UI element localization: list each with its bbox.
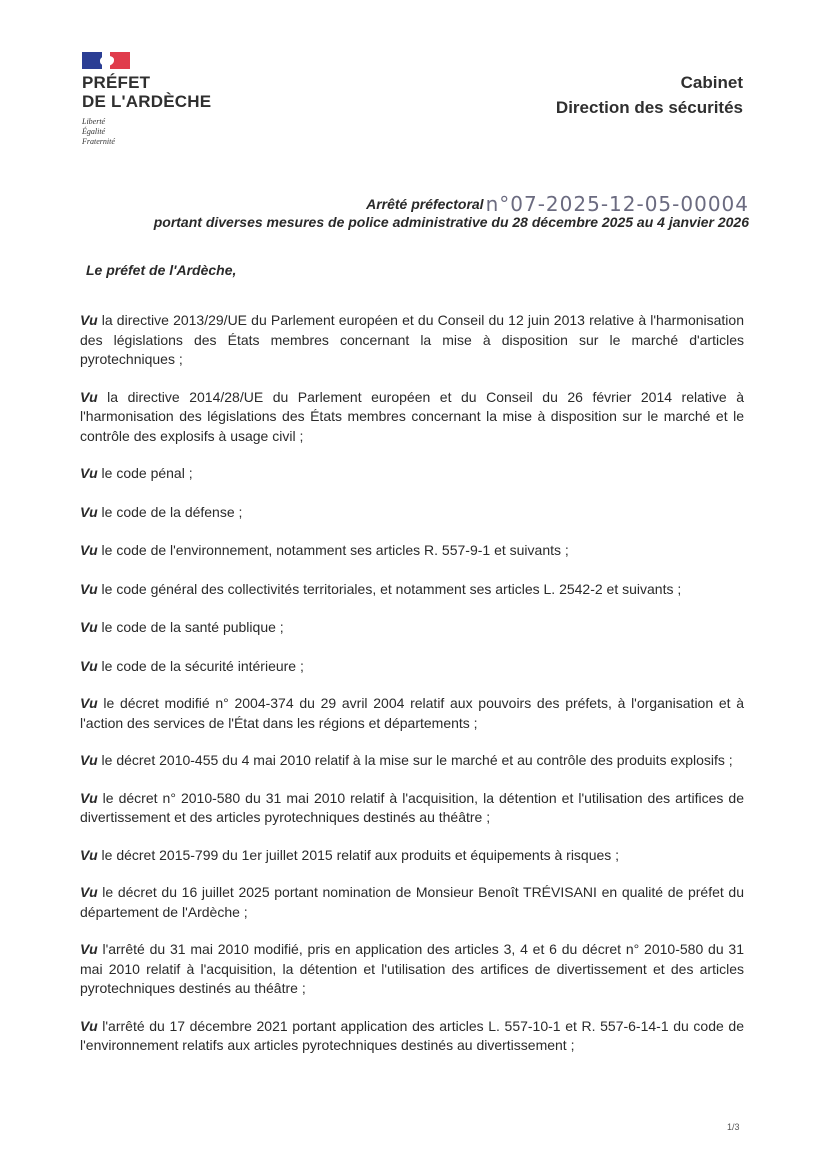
consideration-item: Vu le code de la sécurité intérieure ; <box>80 657 304 674</box>
motto-liberte: Liberté <box>82 117 106 126</box>
consideration-item: Vu l'arrêté du 17 décembre 2021 portant application des articles L. 557-10-1 et R. 557-6-14-1 du code de l'environnement relatifs aux articles pyrotechniques destinés au divertissement ; <box>80 1017 744 1053</box>
consideration-item: Vu le décret 2015-799 du 1er juillet 2015 relatif aux produits et équipements à risques ; <box>80 846 620 863</box>
motto-fraternite: Fraternité <box>82 137 115 146</box>
title-label: Arrêté préfectoral <box>366 196 484 212</box>
marianne-flag-icon <box>82 52 130 69</box>
title-subtitle: portant diverses mesures de police administrative du 28 décembre 2025 au 4 janvier 2026 <box>153 214 749 230</box>
prefect-line: Le préfet de l'Ardèche, <box>86 262 237 278</box>
prefecture-logo <box>82 52 211 147</box>
consideration-item: Vu la directive 2013/29/UE du Parlement européen et du Conseil du 12 juin 2013 relative à l'harmonisation des législations des États membres concernant la mise à disposition sur le marché d'articles pyrotechniques ; <box>80 312 744 367</box>
consideration-item: Vu le code général des collectivités territoriales, et notamment ses articles L. 2542-2 et suivants ; <box>80 580 682 597</box>
consideration-item: Vu le décret du 16 juillet 2025 portant nomination de Monsieur Benoît TRÉVISANI en qualité de préfet du département de l'Ardèche ; <box>80 884 744 920</box>
consideration-item: Vu l'arrêté du 31 mai 2010 modifié, pris en application des articles 3, 4 et 6 du décret n° 2010-580 du 31 mai 2010 relatif à l'acquisition, la détention et l'utilisation des artifices de divertissement et des articles pyrotechniques destinés au théâtre ; <box>80 941 744 996</box>
considerations-list <box>80 311 744 1056</box>
motto-egalite: Égalité <box>82 127 106 136</box>
consideration-item: Vu le code de la défense ; <box>80 503 243 520</box>
republic-motto <box>82 117 211 147</box>
consideration-item: Vu le décret 2010-455 du 4 mai 2010 relatif à la mise sur le marché et au contrôle des produits explosifs ; <box>80 752 733 768</box>
consideration-item: Vu le décret n° 2010-580 du 31 mai 2010 relatif à l'acquisition, la détention et l'utilisation des artifices de divertissement et des articles pyrotechniques destinés au théâtre ; <box>80 789 744 825</box>
consideration-item: Vu le code pénal ; <box>80 465 193 481</box>
service-cabinet: Cabinet <box>680 73 743 92</box>
consideration-item: Vu la directive 2014/28/UE du Parlement européen et du Conseil du 26 février 2014 relative à l'harmonisation des législations des États membres concernant la mise à disposition sur le marché et le contrôle des explosifs à usage civil ; <box>80 388 744 444</box>
consideration-item: Vu le code de la santé publique ; <box>80 619 284 635</box>
logo-title-line2: DE L'ARDÈCHE <box>82 92 212 111</box>
handwritten-decree-number: n°07-2025-12-05-00004 <box>485 192 749 216</box>
logo-title-line1: PRÉFET <box>82 73 151 92</box>
page-number: 1/3 <box>727 1122 740 1132</box>
issuing-service <box>556 70 743 120</box>
consideration-item: Vu le code de l'environnement, notamment ses articles R. 557-9-1 et suivants ; <box>80 542 569 558</box>
consideration-item: Vu le décret modifié n° 2004-374 du 29 avril 2004 relatif aux pouvoirs des préfets, à l'organisation et à l'action des services de l'État dans les régions et départements ; <box>80 695 744 731</box>
document-title <box>154 190 749 230</box>
service-direction: Direction des sécurités <box>555 98 743 117</box>
